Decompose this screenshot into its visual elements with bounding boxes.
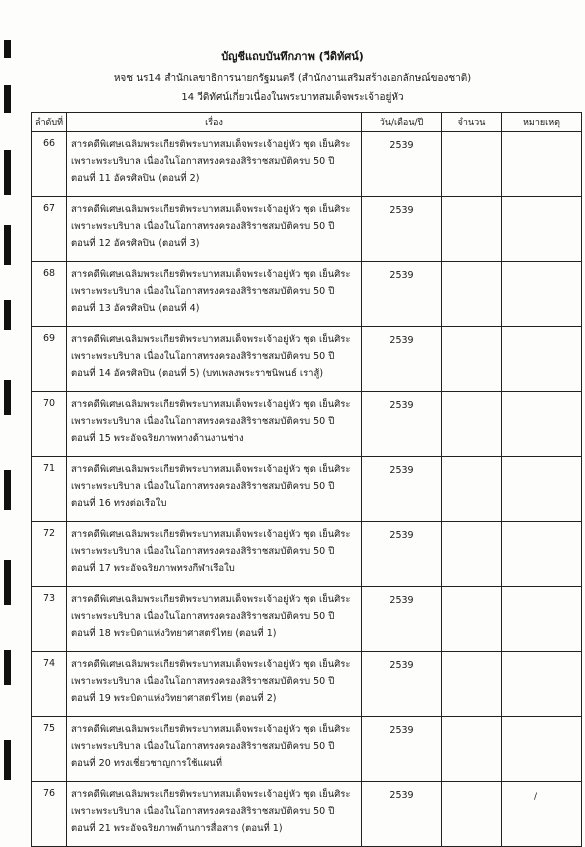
subject-line: เพราะพระบริบาล เนื่องในโอกาสทรงครองสิริราชสมบัติครบ 50 ปี bbox=[71, 806, 335, 817]
subject-line: เพราะพระบริบาล เนื่องในโอกาสทรงครองสิริราชสมบัติครบ 50 ปี bbox=[71, 156, 335, 167]
item-number: 75 bbox=[32, 717, 67, 782]
subject-line: เพราะพระบริบาล เนื่องในโอกาสทรงครองสิริราชสมบัติครบ 50 ปี bbox=[71, 611, 335, 622]
item-quantity bbox=[442, 392, 502, 457]
item-quantity bbox=[442, 262, 502, 327]
subject-line: เพราะพระบริบาล เนื่องในโอกาสทรงครองสิริราชสมบัติครบ 50 ปี bbox=[71, 481, 335, 492]
binding-mark bbox=[4, 740, 11, 780]
item-remark bbox=[502, 717, 582, 782]
item-number: 66 bbox=[32, 132, 67, 197]
item-date: 2539 bbox=[362, 522, 442, 587]
subject-line: เพราะพระบริบาล เนื่องในโอกาสทรงครองสิริราชสมบัติครบ 50 ปี bbox=[71, 221, 335, 232]
item-number: 71 bbox=[32, 457, 67, 522]
item-date: 2539 bbox=[362, 782, 442, 847]
binding-mark bbox=[4, 150, 11, 195]
subject-line: สารคดีพิเศษเฉลิมพระเกียรติพระบาทสมเด็จพระเจ้าอยู่หัว ชุด เย็นศิระ bbox=[71, 139, 351, 150]
subject-line: ตอนที่ 14 อัครศิลปิน (ตอนที่ 5) (บทเพลงพระราชนิพนธ์ เราสู้) bbox=[71, 368, 324, 379]
subject-line: ตอนที่ 19 พระบิดาแห่งวิทยาศาสตร์ไทย (ตอนที่ 2) bbox=[71, 693, 277, 704]
item-subject bbox=[67, 327, 362, 392]
item-number: 70 bbox=[32, 392, 67, 457]
subject-line: ตอนที่ 12 อัครศิลปิน (ตอนที่ 3) bbox=[71, 238, 200, 249]
subject-line: สารคดีพิเศษเฉลิมพระเกียรติพระบาทสมเด็จพระเจ้าอยู่หัว ชุด เย็นศิระ bbox=[71, 269, 351, 280]
item-subject bbox=[67, 717, 362, 782]
subject-line: เพราะพระบริบาล เนื่องในโอกาสทรงครองสิริราชสมบัติครบ 50 ปี bbox=[71, 286, 335, 297]
item-subject bbox=[67, 457, 362, 522]
binding-mark bbox=[4, 650, 11, 685]
column-header-subject: เรื่อง bbox=[67, 113, 362, 132]
item-subject bbox=[67, 262, 362, 327]
item-number: 74 bbox=[32, 652, 67, 717]
subject-line: ตอนที่ 21 พระอัจฉริยภาพด้านการสื่อสาร (ตอนที่ 1) bbox=[71, 823, 283, 834]
table-row bbox=[32, 457, 582, 522]
inventory-table bbox=[31, 112, 582, 847]
item-date: 2539 bbox=[362, 132, 442, 197]
subject-line: ตอนที่ 11 อัครศิลปิน (ตอนที่ 2) bbox=[71, 173, 200, 184]
subject-line: ตอนที่ 20 ทรงเชี่ยวชาญการใช้แผนที่ bbox=[71, 758, 222, 769]
item-date: 2539 bbox=[362, 392, 442, 457]
subject-line: สารคดีพิเศษเฉลิมพระเกียรติพระบาทสมเด็จพระเจ้าอยู่หัว ชุด เย็นศิระ bbox=[71, 659, 351, 670]
subject-line: สารคดีพิเศษเฉลิมพระเกียรติพระบาทสมเด็จพระเจ้าอยู่หัว ชุด เย็นศิระ bbox=[71, 529, 351, 540]
document-title: บัญชีแถบบันทึกภาพ (วีดิทัศน์) bbox=[221, 50, 364, 63]
subject-line: ตอนที่ 18 พระบิดาแห่งวิทยาศาสตร์ไทย (ตอนที่ 1) bbox=[71, 628, 277, 639]
item-number: 68 bbox=[32, 262, 67, 327]
column-header-quantity: จำนวน bbox=[442, 113, 502, 132]
page-mark: / bbox=[533, 792, 537, 802]
item-quantity bbox=[442, 197, 502, 262]
table-row bbox=[32, 717, 582, 782]
item-subject bbox=[67, 782, 362, 847]
item-quantity bbox=[442, 327, 502, 392]
item-subject bbox=[67, 587, 362, 652]
item-date: 2539 bbox=[362, 717, 442, 782]
table-row bbox=[32, 132, 582, 197]
item-quantity bbox=[442, 132, 502, 197]
column-header-date: วัน/เดือน/ปี bbox=[362, 113, 442, 132]
item-quantity bbox=[442, 587, 502, 652]
table-row bbox=[32, 197, 582, 262]
item-quantity bbox=[442, 652, 502, 717]
table-row bbox=[32, 782, 582, 847]
item-number: 72 bbox=[32, 522, 67, 587]
subject-line: สารคดีพิเศษเฉลิมพระเกียรติพระบาทสมเด็จพระเจ้าอยู่หัว ชุด เย็นศิระ bbox=[71, 789, 351, 800]
subject-line: สารคดีพิเศษเฉลิมพระเกียรติพระบาทสมเด็จพระเจ้าอยู่หัว ชุด เย็นศิระ bbox=[71, 399, 351, 410]
table-row bbox=[32, 262, 582, 327]
subject-line: ตอนที่ 15 พระอัจฉริยภาพทางด้านงานช่าง bbox=[71, 433, 244, 444]
subject-line: สารคดีพิเศษเฉลิมพระเกียรติพระบาทสมเด็จพระเจ้าอยู่หัว ชุด เย็นศิระ bbox=[71, 464, 351, 475]
item-subject bbox=[67, 522, 362, 587]
item-subject bbox=[67, 132, 362, 197]
item-number: 69 bbox=[32, 327, 67, 392]
subject-line: เพราะพระบริบาล เนื่องในโอกาสทรงครองสิริราชสมบัติครบ 50 ปี bbox=[71, 351, 335, 362]
item-remark bbox=[502, 587, 582, 652]
table-header-row bbox=[32, 113, 582, 132]
table-row bbox=[32, 392, 582, 457]
agency-line: หจช นร14 สำนักเลขาธิการนายกรัฐมนตรี (สำนักงานเสริมสร้างเอกลักษณ์ของชาติ) bbox=[113, 73, 472, 84]
item-quantity bbox=[442, 457, 502, 522]
item-remark bbox=[502, 457, 582, 522]
item-quantity bbox=[442, 522, 502, 587]
subject-line: ตอนที่ 13 อัครศิลปิน (ตอนที่ 4) bbox=[71, 303, 200, 314]
item-date: 2539 bbox=[362, 457, 442, 522]
item-number: 73 bbox=[32, 587, 67, 652]
item-date: 2539 bbox=[362, 587, 442, 652]
binding-mark bbox=[4, 300, 11, 330]
item-quantity bbox=[442, 782, 502, 847]
item-remark bbox=[502, 132, 582, 197]
section-heading: 14 วีดิทัศน์เกี่ยวเนื่องในพระบาทสมเด็จพระเจ้าอยู่หัว bbox=[181, 92, 404, 103]
subject-line: เพราะพระบริบาล เนื่องในโอกาสทรงครองสิริราชสมบัติครบ 50 ปี bbox=[71, 741, 335, 752]
column-header-no: ลำดับที่ bbox=[32, 113, 67, 132]
subject-line: สารคดีพิเศษเฉลิมพระเกียรติพระบาทสมเด็จพระเจ้าอยู่หัว ชุด เย็นศิระ bbox=[71, 334, 351, 345]
column-header-remark: หมายเหตุ bbox=[502, 113, 582, 132]
item-remark bbox=[502, 392, 582, 457]
subject-line: เพราะพระบริบาล เนื่องในโอกาสทรงครองสิริราชสมบัติครบ 50 ปี bbox=[71, 676, 335, 687]
item-subject bbox=[67, 392, 362, 457]
item-remark bbox=[502, 262, 582, 327]
item-remark bbox=[502, 522, 582, 587]
subject-line: ตอนที่ 17 พระอัจฉริยภาพทรงกีฬาเรือใบ bbox=[71, 563, 235, 574]
item-date: 2539 bbox=[362, 652, 442, 717]
subject-line: สารคดีพิเศษเฉลิมพระเกียรติพระบาทสมเด็จพระเจ้าอยู่หัว ชุด เย็นศิระ bbox=[71, 204, 351, 215]
item-subject bbox=[67, 197, 362, 262]
item-date: 2539 bbox=[362, 197, 442, 262]
table-row bbox=[32, 522, 582, 587]
item-remark bbox=[502, 327, 582, 392]
item-remark bbox=[502, 652, 582, 717]
subject-line: สารคดีพิเศษเฉลิมพระเกียรติพระบาทสมเด็จพระเจ้าอยู่หัว ชุด เย็นศิระ bbox=[71, 724, 351, 735]
table-row bbox=[32, 327, 582, 392]
item-number: 67 bbox=[32, 197, 67, 262]
binding-mark bbox=[4, 225, 11, 265]
subject-line: ตอนที่ 16 ทรงต่อเรือใบ bbox=[71, 498, 167, 509]
item-number: 76 bbox=[32, 782, 67, 847]
item-quantity bbox=[442, 717, 502, 782]
item-subject bbox=[67, 652, 362, 717]
table-row bbox=[32, 652, 582, 717]
subject-line: สารคดีพิเศษเฉลิมพระเกียรติพระบาทสมเด็จพระเจ้าอยู่หัว ชุด เย็นศิระ bbox=[71, 594, 351, 605]
item-date: 2539 bbox=[362, 262, 442, 327]
item-remark bbox=[502, 197, 582, 262]
binding-mark bbox=[4, 560, 11, 605]
binding-mark bbox=[4, 380, 11, 415]
table-row bbox=[32, 587, 582, 652]
subject-line: เพราะพระบริบาล เนื่องในโอกาสทรงครองสิริราชสมบัติครบ 50 ปี bbox=[71, 546, 335, 557]
subject-line: เพราะพระบริบาล เนื่องในโอกาสทรงครองสิริราชสมบัติครบ 50 ปี bbox=[71, 416, 335, 427]
binding-mark bbox=[4, 470, 11, 510]
item-remark bbox=[502, 782, 582, 847]
item-date: 2539 bbox=[362, 327, 442, 392]
